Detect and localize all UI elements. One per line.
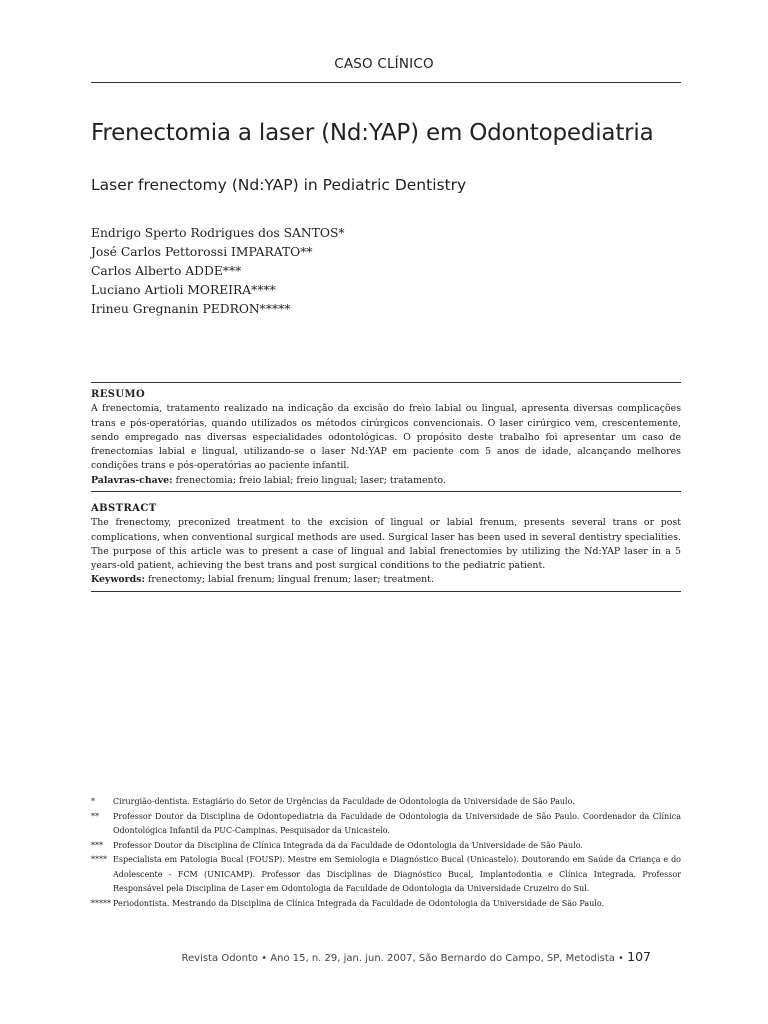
footnote-text: Professor Doutor da Disciplina de Odontopediatria da Faculdade de Odontologia da Universidade de São Paulo. Coordenador da Clínica Odontológica Infantil da PUC-Campinas. Pesquisador da Unicastelo. — [113, 811, 681, 835]
author: Irineu Gregnanin PEDRON***** — [91, 302, 291, 316]
resumo-keywords-value: frenectomia; freio labial; freio lingual; laser; tratamento. — [175, 474, 446, 486]
resumo-keywords — [91, 474, 681, 488]
abstract-bottom-divider — [91, 591, 681, 592]
abstract-text: The frenectomy, preconized treatment to the excision of lingual or labial frenum, presents several trans or post complications, when conventional surgical methods are used. Surgical laser has been used in several dentistry specialities. The purpose of this article was to present a case of lingual and labial frenectomies by utilizing the Nd:YAP laser in a 5 years-old patient, achieving the best trans and post surgical conditions to the pediatric patient. — [91, 517, 681, 572]
footnote — [91, 810, 681, 839]
author: Luciano Artioli MOREIRA**** — [91, 283, 276, 297]
resumo-top-divider — [91, 382, 681, 383]
footnote-text: Cirurgião-dentista. Estagiário do Setor de Urgências da Faculdade de Odontologia da Universidade de São Paulo. — [113, 797, 575, 806]
abstract-keywords-value: frenectomy; labial frenum; lingual frenum; laser; treatment. — [147, 574, 434, 586]
footnote-text: Periodontista. Mestrando da Disciplina de Clínica Integrada da Faculdade de Odontologia da Universidade de São Paulo. — [113, 898, 605, 908]
footnote-text: Especialista em Patologia Bucal (FOUSP). Mestre em Semiologia e Diagnóstico Bucal (Unicastelo). Doutorando em Saúde da Criança e do Adolescente - FCM (UNICAMP). Professor das Disciplinas de Diagnóstico Bucal, Implantodontia e Clínica Integrada. Professor Responsável pela Disciplina de Laser em Odontologia da Faculdade de Odontologia da Universidade Cruzeiro do Sul. — [113, 855, 681, 893]
footnote-mark: ***** — [91, 898, 111, 908]
footnote-mark: ** — [91, 811, 99, 821]
footer-separator: • — [614, 953, 628, 964]
footnote-mark: **** — [91, 855, 107, 864]
abstract-top-divider — [91, 491, 681, 492]
resumo-keywords-label: Palavras-chave: — [91, 474, 173, 486]
footnote-mark: *** — [91, 840, 103, 850]
resumo-heading: RESUMO — [91, 389, 146, 400]
author: Carlos Alberto ADDE*** — [91, 264, 242, 278]
author-affiliations — [91, 795, 681, 911]
footnote — [91, 853, 681, 897]
author-list — [91, 224, 681, 319]
page-number: 107 — [627, 949, 651, 964]
resumo-text: A frenectomia, tratamento realizado na indicação da excisão do freio labial ou lingual, apresenta diversas complicações trans e pós-operatórias, quando utilizados os métodos cirúrgicos convencionais. O laser cirúrgico vem, crescentemente, sendo empregado nas diversas especialidades odontológicas. O propósito deste trabalho foi apresentar um caso de frenectomias labial e lingual, utilizando-se o laser Nd:YAP em paciente com 5 anos de idade, alcançando melhores condições trans e pós-operatórias ao paciente infantil. — [91, 403, 681, 472]
abstract-keywords — [91, 573, 681, 587]
resumo-section — [91, 388, 681, 488]
footnote-text: Professor Doutor da Disciplina de Clínica Integrada da da Faculdade de Odontologia da Universidade de São Paulo. — [113, 840, 583, 850]
footnote — [91, 897, 681, 912]
footnote — [91, 795, 681, 810]
abstract-heading: ABSTRACT — [91, 503, 157, 514]
author: Endrigo Sperto Rodrigues dos SANTOS* — [91, 226, 345, 240]
header-divider — [91, 82, 681, 83]
footnote-mark: * — [91, 797, 95, 806]
page-footer — [91, 949, 651, 964]
journal-citation: Revista Odonto • Ano 15, n. 29, jan. jun. 2007, São Bernardo do Campo, SP, Metodista — [181, 953, 615, 964]
section-label: CASO CLÍNICO — [334, 56, 434, 72]
author: José Carlos Pettorossi IMPARATO** — [91, 245, 313, 259]
abstract-section — [91, 502, 681, 588]
article-subtitle: Laser frenectomy (Nd:YAP) in Pediatric Dentistry — [91, 176, 467, 194]
footnote — [91, 839, 681, 854]
article-title: Frenectomia a laser (Nd:YAP) em Odontopediatria — [91, 120, 654, 146]
abstract-keywords-label: Keywords: — [91, 574, 145, 586]
